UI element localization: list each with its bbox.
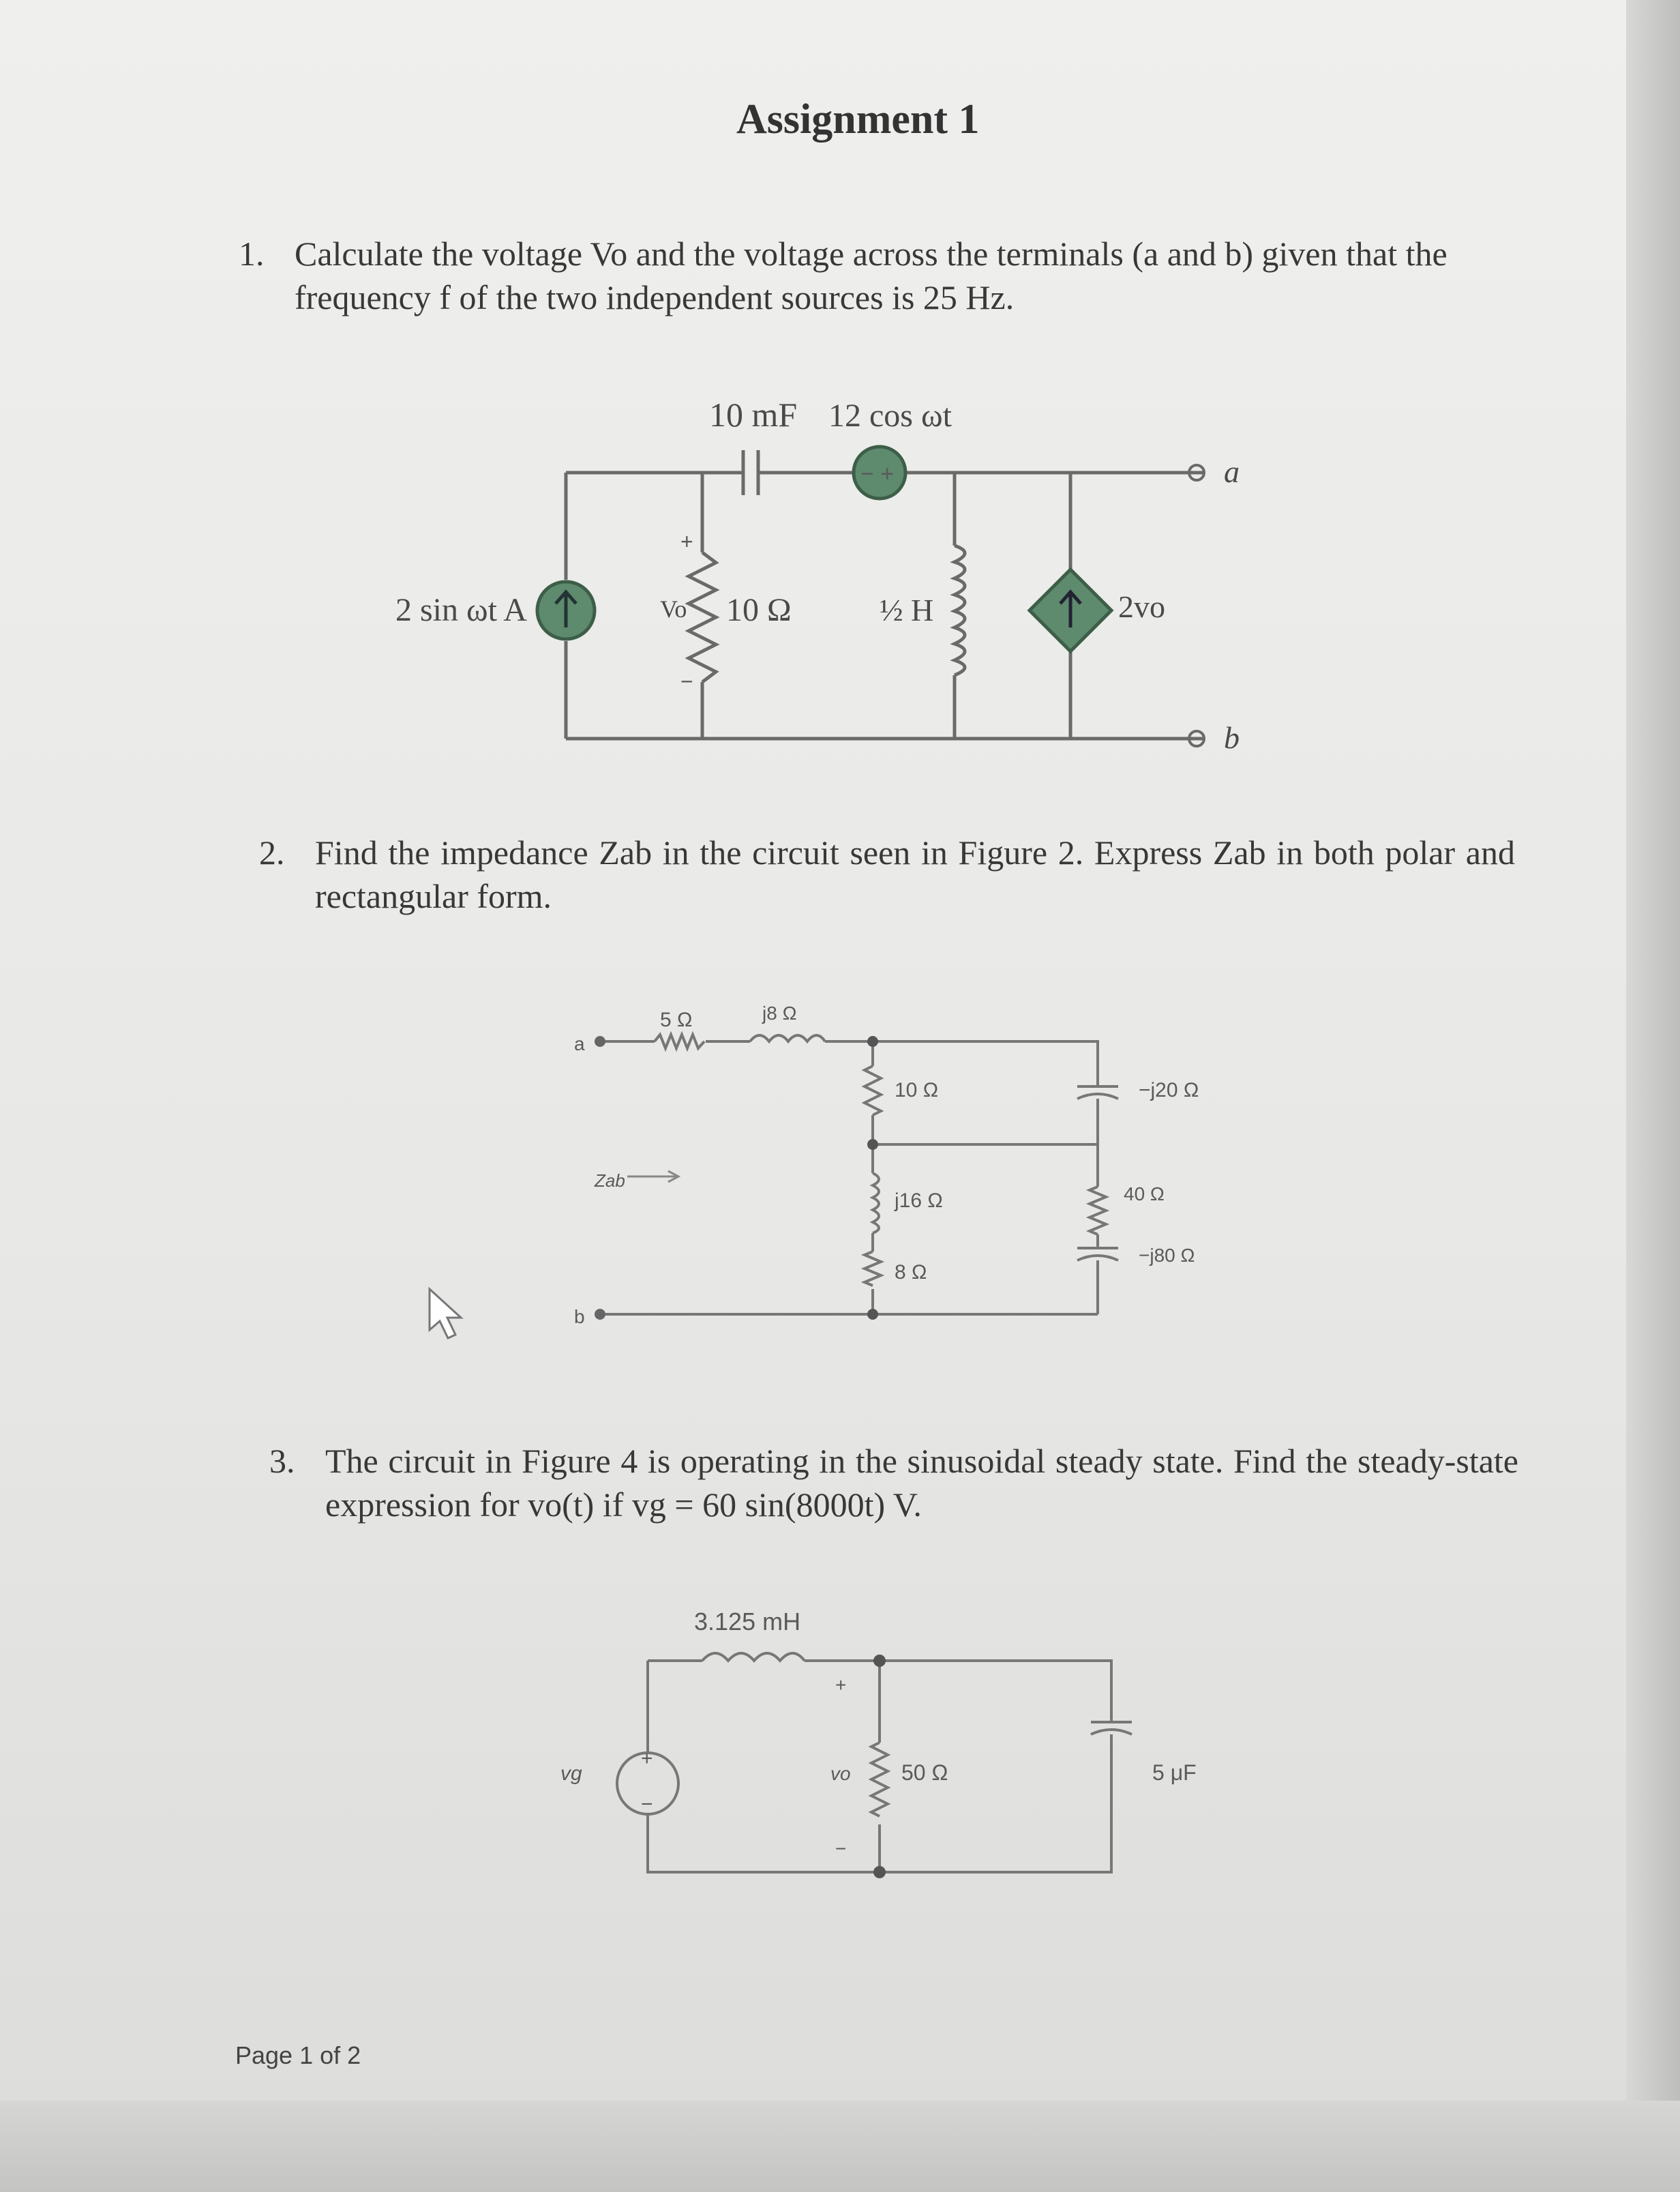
c1-terminal-a-label: a <box>1224 454 1240 489</box>
c3-vo-plus: + <box>835 1674 847 1695</box>
c1-plus-label: + <box>680 529 693 554</box>
zab-arrow-icon <box>627 1171 678 1182</box>
terminal-a-dot-icon <box>595 1036 605 1047</box>
question-2-text: Find the impedance Zab in the circuit seen in Figure 2. Express Zab in both polar and rectangular form. <box>315 833 1515 915</box>
c2-terminal-a-label: a <box>574 1033 585 1054</box>
circuit-2 <box>600 1035 1118 1314</box>
c3-vo-label: vo <box>830 1763 851 1784</box>
question-1-number: 1. <box>239 235 265 273</box>
c2-r3-label: 8 Ω <box>895 1261 927 1284</box>
c3-source-minus: − <box>641 1793 653 1816</box>
c3-vo-minus: − <box>835 1838 847 1859</box>
c1-minus-label: − <box>680 669 693 694</box>
c2-r2-label: 10 Ω <box>895 1079 939 1101</box>
page-footer: Page 1 of 2 <box>235 2041 361 2069</box>
c3-source-plus: + <box>641 1747 653 1770</box>
node-dot-icon <box>867 1139 878 1150</box>
mouse-cursor-icon <box>430 1289 461 1338</box>
node-dot-icon <box>867 1036 878 1047</box>
c2-c1-label: −j20 Ω <box>1139 1079 1199 1101</box>
voltage-source-polarity: − + <box>860 461 895 487</box>
question-3-text: The circuit in Figure 4 is operating in the sinusoidal steady state. Find the steady-state expression for vo(t) if vg = 60 sin(8000t) V. <box>325 1442 1518 1524</box>
circuit-3 <box>648 1653 1132 1872</box>
c1-dependent-label: 2vo <box>1118 589 1165 624</box>
c1-resistor-label: 10 Ω <box>726 592 792 628</box>
question-1-text: Calculate the voltage Vo and the voltage across the terminals (a and b) given that the frequency f of the two independent sources is 25 Hz. <box>295 235 1448 316</box>
c1-current-label: 2 sin ωt A <box>395 592 527 628</box>
c3-vg-label: vg <box>560 1762 582 1785</box>
c2-l1-label: j8 Ω <box>762 1003 797 1024</box>
question-2-number: 2. <box>259 833 285 872</box>
document-title: Assignment 1 <box>736 96 980 143</box>
c2-r1-label: 5 Ω <box>660 1009 693 1031</box>
c2-zab-label: Zab <box>595 1170 625 1191</box>
c1-capacitor-label: 10 mF <box>709 396 798 434</box>
c3-capacitor-label: 5 μF <box>1152 1760 1197 1785</box>
node-dot-icon <box>873 1655 886 1667</box>
c2-l2-label: j16 Ω <box>895 1189 943 1212</box>
c1-source-label: 12 cos ωt <box>828 398 952 434</box>
node-dot-icon <box>867 1309 878 1320</box>
node-dot-icon <box>873 1866 886 1878</box>
c2-terminal-b-label: b <box>574 1306 585 1327</box>
terminal-b-dot-icon <box>595 1309 605 1320</box>
c1-inductor-label: ½ H <box>880 593 934 627</box>
question-3-number: 3. <box>269 1442 295 1480</box>
c3-resistor-label: 50 Ω <box>901 1760 948 1785</box>
c2-c2-label: −j80 Ω <box>1139 1245 1195 1266</box>
c1-vo-label: Vo <box>660 595 687 623</box>
c1-terminal-b-label: b <box>1224 720 1240 755</box>
c3-inductor-label: 3.125 mH <box>694 1608 801 1635</box>
c2-r4-label: 40 Ω <box>1124 1183 1165 1204</box>
